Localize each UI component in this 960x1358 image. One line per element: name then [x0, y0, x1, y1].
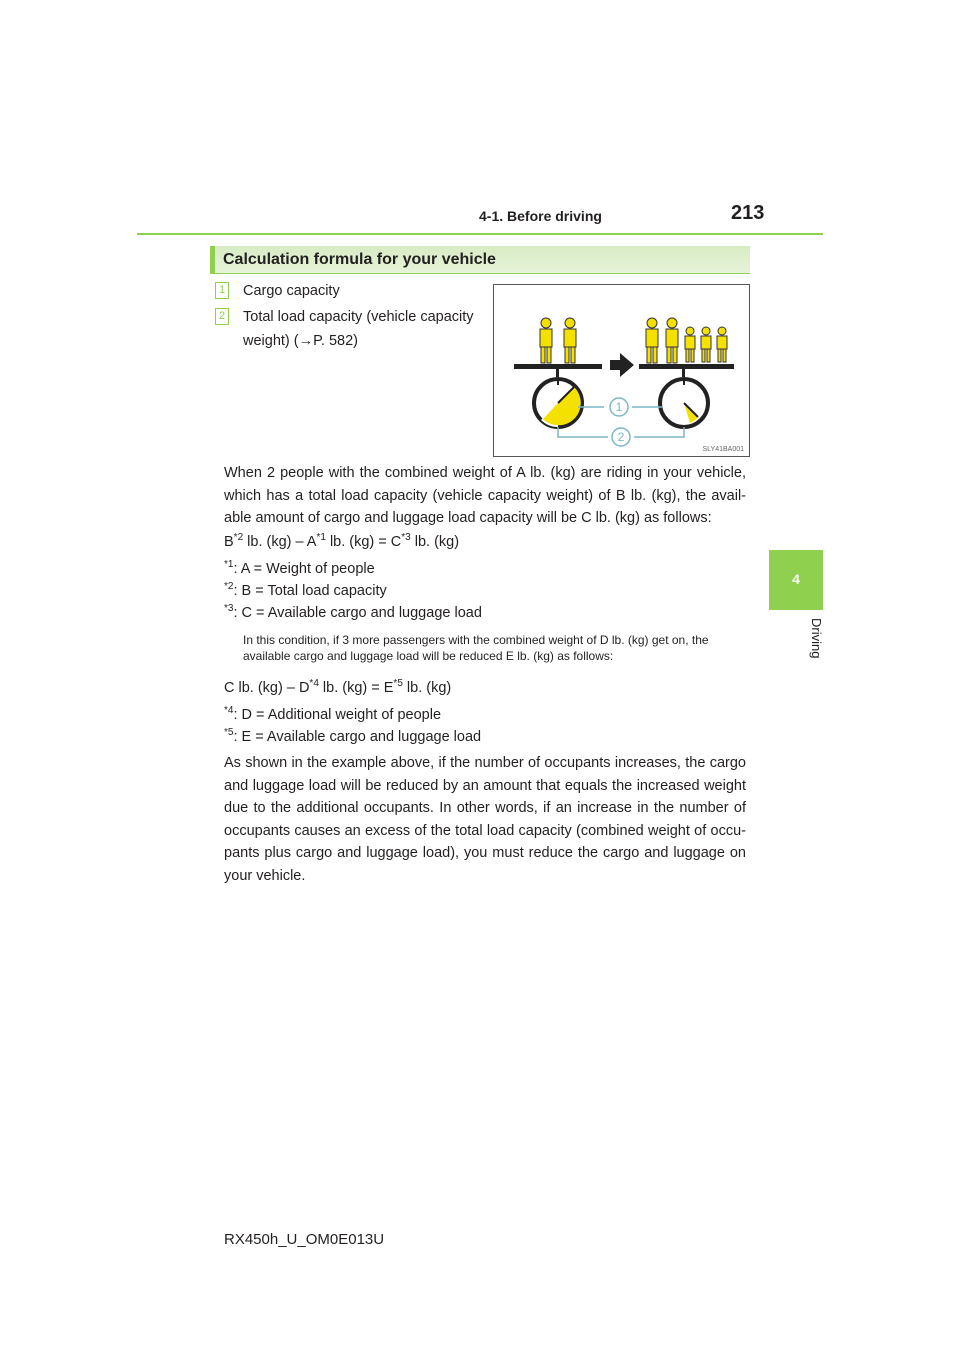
- note-4: [224, 705, 441, 723]
- header-section-title: 4-1. Before driving: [479, 208, 602, 224]
- note-3: [224, 603, 482, 621]
- formula-2: [224, 678, 451, 696]
- formula-1-b-sup: *2: [233, 532, 244, 543]
- note-1-marker: *1: [224, 559, 234, 570]
- section-heading: [210, 246, 750, 274]
- item-2-badge: 2: [215, 308, 229, 325]
- formula-2-unit2: lb. (kg): [402, 679, 452, 696]
- note-2-text: : B = Total load capacity: [233, 582, 387, 599]
- note-1: [224, 559, 375, 577]
- formula-2-c: C lb. (kg) –: [224, 679, 299, 696]
- formula-1-c-sup: *3: [401, 532, 411, 543]
- header-divider: [137, 233, 823, 235]
- item-1-badge: 1: [215, 282, 229, 299]
- formula-2-e-sup: *5: [393, 678, 403, 689]
- note-4-text: : D = Additional weight of people: [233, 706, 442, 723]
- formula-1-unit3: lb. (kg): [410, 533, 460, 550]
- closing-paragraph: As shown in the example above, if the number of occupants increases, the cargo and luggage load will be reduced by an amount that equals the increased weight due to the additional occupants. In other words, if an increase in the number of occupants causes an excess of the total load capacity (combined weight of occu-pants plus cargo and luggage load), you must reduce the cargo and luggage on your vehicle.: [224, 755, 746, 884]
- page-number: 213: [731, 202, 765, 224]
- formula-1-unit2: lb. (kg) =: [325, 533, 391, 550]
- formula-1-b: B: [224, 533, 234, 550]
- gauge-left-icon: [534, 379, 588, 428]
- formula-1: [224, 532, 459, 550]
- chapter-number: 4: [792, 571, 800, 587]
- note-3-marker: *3: [224, 603, 234, 614]
- formula-1-c: C: [390, 533, 402, 550]
- load-capacity-illustration: [493, 284, 750, 457]
- callout-1: 1: [615, 400, 623, 414]
- formula-2-unit1: lb. (kg) =: [318, 679, 384, 696]
- formula-1-unit1: lb. (kg) –: [243, 533, 307, 550]
- note-4-marker: *4: [224, 705, 234, 716]
- note-2: [224, 581, 387, 599]
- formula-1-a-sup: *1: [316, 532, 326, 543]
- formula-2-d-sup: *4: [309, 678, 319, 689]
- section-heading-text: Calculation formula for your vehicle: [223, 251, 496, 268]
- gauge-right-icon: [660, 379, 708, 427]
- callout-2: 2: [617, 430, 625, 444]
- people-right-icon: [646, 318, 727, 363]
- formula-1-a: A: [306, 533, 317, 550]
- chapter-tab: [769, 550, 823, 610]
- note-2-marker: *2: [224, 581, 234, 592]
- illustration-svg: [494, 285, 749, 456]
- formula-2-e: E: [383, 679, 394, 696]
- intro-paragraph: When 2 people with the combined weight of A lb. (kg) are riding in your vehicle, which has a total load capacity (vehicle capacity weight) of B lb. (kg), the avail-able amount of cargo and luggage load capacity will be C lb. (kg) as follows:: [224, 465, 746, 526]
- chapter-label: Driving: [809, 618, 824, 659]
- formula-2-d: D: [298, 679, 310, 696]
- note-5: [224, 727, 481, 745]
- item-2-text: Total load capacity (vehicle capacity weight) (→P. 582): [243, 309, 474, 349]
- note-1-text: : A = Weight of people: [233, 560, 375, 577]
- footer-code: RX450h_U_OM0E013U: [224, 1231, 385, 1248]
- note-5-marker: *5: [224, 727, 234, 738]
- note-5-text: : E = Available cargo and luggage load: [233, 728, 482, 745]
- figure-code: SLY41BA001: [702, 446, 744, 453]
- note-3-text: : C = Available cargo and luggage load: [233, 604, 482, 621]
- arrow-right-icon: [610, 353, 634, 377]
- people-left-icon: [540, 318, 576, 363]
- item-1-text: Cargo capacity: [243, 283, 340, 299]
- small-note: In this condition, if 3 more passengers with the combined weight of D lb. (kg) get on, the available cargo and luggage load will be reduced E lb. (kg) as follows:: [243, 633, 709, 663]
